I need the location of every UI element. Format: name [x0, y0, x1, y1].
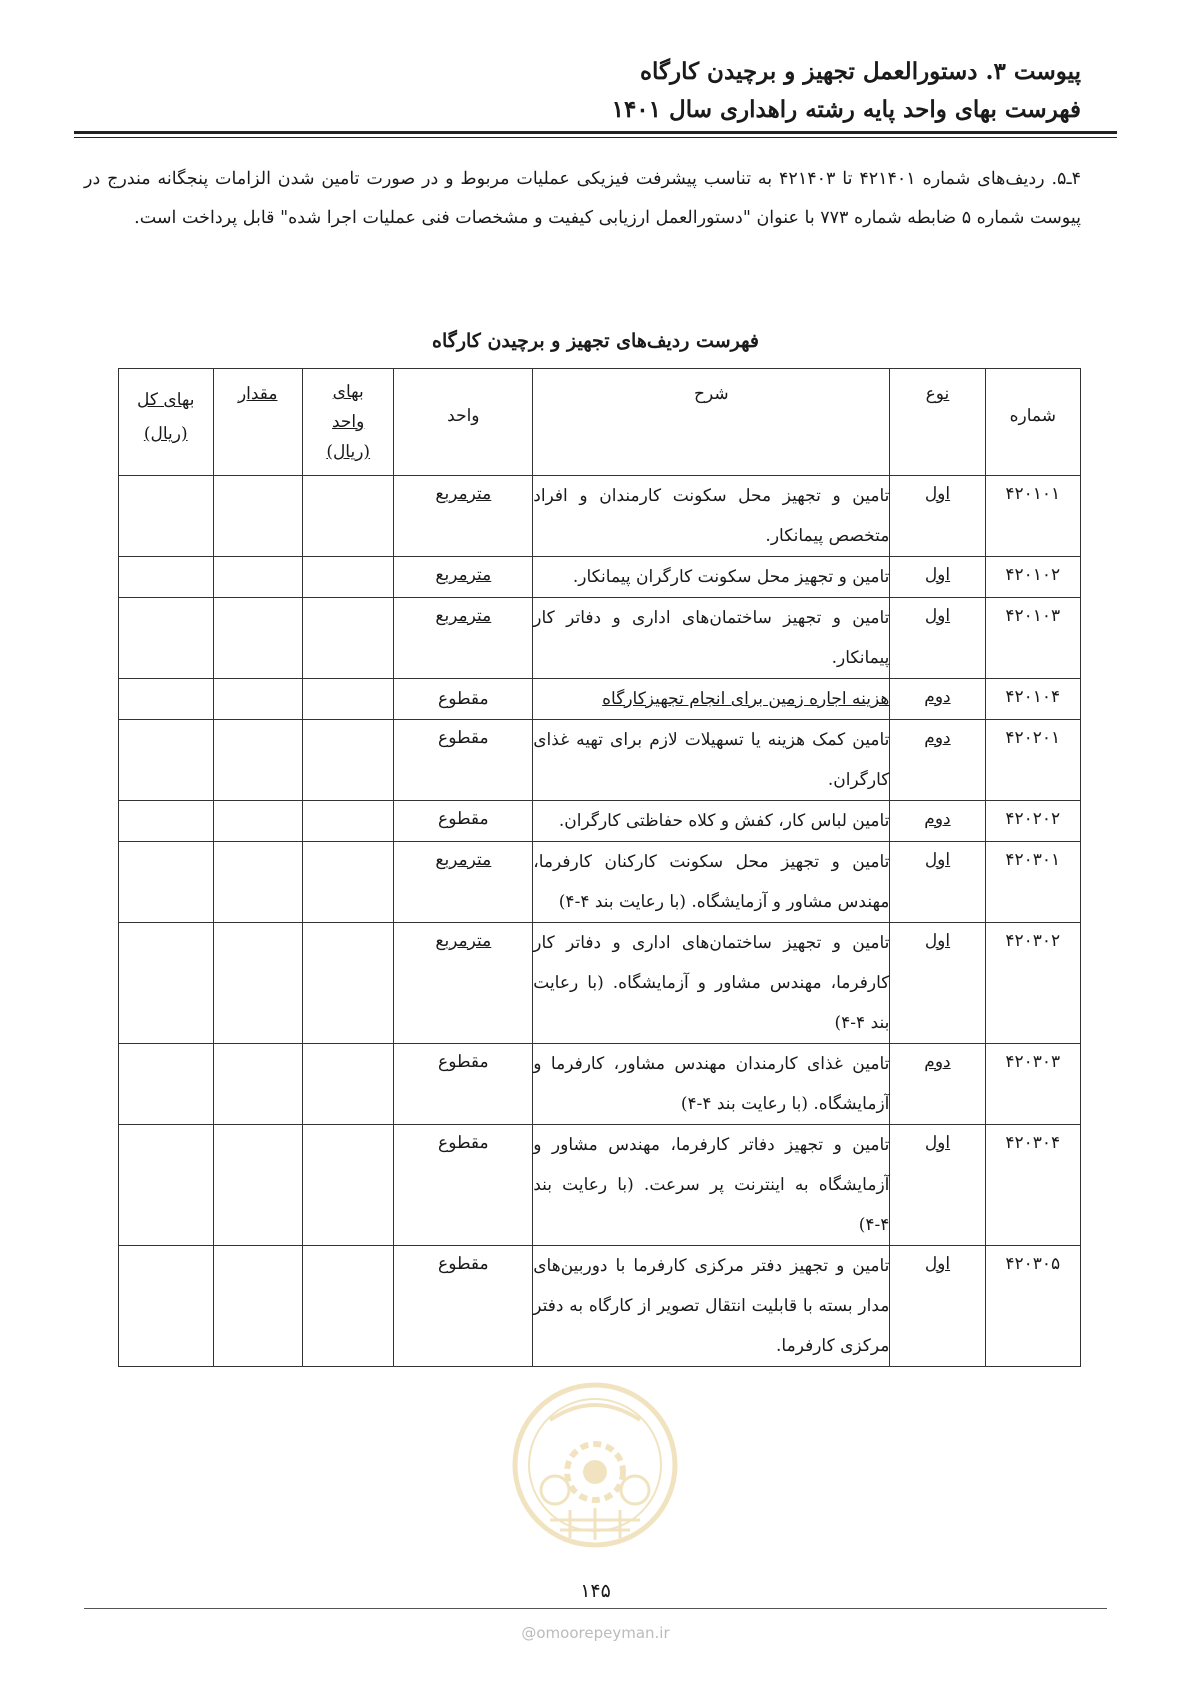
row-total [119, 557, 214, 598]
table-row [119, 923, 1081, 1044]
row-quantity [213, 720, 302, 801]
row-quantity [213, 598, 302, 679]
row-number: ۴۲۰۲۰۲ [985, 801, 1080, 842]
row-unit-price [302, 720, 393, 801]
row-total [119, 1246, 214, 1367]
row-number: ۴۲۰۱۰۳ [985, 598, 1080, 679]
table-header-row [119, 369, 1081, 476]
table-row [119, 1246, 1081, 1367]
row-unit-price [302, 598, 393, 679]
row-total [119, 598, 214, 679]
row-unit: مقطوع [394, 720, 533, 801]
table-title: فهرست ردیف‌های تجهیز و برچیدن کارگاه [432, 330, 759, 352]
header-number: شماره [985, 369, 1080, 476]
row-quantity [213, 1246, 302, 1367]
row-number: ۴۲۰۱۰۴ [985, 679, 1080, 720]
row-type: دوم [890, 801, 985, 842]
row-quantity [213, 842, 302, 923]
header-title: پیوست ۳. دستورالعمل تجهیز و برچیدن کارگاه [639, 58, 1081, 85]
row-number: ۴۲۰۱۰۱ [985, 476, 1080, 557]
header-unit: واحد [394, 369, 533, 476]
row-unit-price [302, 923, 393, 1044]
row-type: اول [890, 1246, 985, 1367]
row-total [119, 801, 214, 842]
row-quantity [213, 476, 302, 557]
row-number: ۴۲۰۲۰۱ [985, 720, 1080, 801]
row-type: دوم [890, 679, 985, 720]
row-description: تامین و تجهیز ساختمان‌های اداری و دفاتر کار پیمانکار. [533, 598, 890, 679]
row-unit-price [302, 679, 393, 720]
row-number: ۴۲۰۳۰۵ [985, 1246, 1080, 1367]
header-subtitle: فهرست بهای واحد پایه رشته راهداری سال ۱۴۰۱ [611, 96, 1081, 123]
row-number: ۴۲۰۳۰۲ [985, 923, 1080, 1044]
row-total [119, 679, 214, 720]
row-description: تامین و تجهیز محل سکونت کارگران پیمانکار. [533, 557, 890, 598]
row-type: اول [890, 923, 985, 1044]
row-total [119, 476, 214, 557]
page-number: ۱۴۵ [580, 1580, 611, 1602]
row-unit-price [302, 842, 393, 923]
row-description: هزینه اجاره زمین برای انجام تجهیزکارگاه [533, 679, 890, 720]
table-row [119, 801, 1081, 842]
row-total [119, 923, 214, 1044]
row-description: تامین و تجهیز ساختمان‌های اداری و دفاتر کار کارفرما، مهندس مشاور و آزمایشگاه. (با رعایت بند ۴-۴) [533, 923, 890, 1044]
row-total [119, 1125, 214, 1246]
header-type: نوع [890, 369, 985, 476]
row-unit-price [302, 557, 393, 598]
row-number: ۴۲۰۱۰۲ [985, 557, 1080, 598]
website-footer: @omoorepeyman.ir [521, 1624, 670, 1642]
table-row [119, 1125, 1081, 1246]
row-description: تامین و تجهیز دفتر مرکزی کارفرما با دوربین‌های مدار بسته با قابلیت انتقال تصویر از کارگاه به دفتر مرکزی کارفرما. [533, 1246, 890, 1367]
table-row [119, 842, 1081, 923]
table-row [119, 720, 1081, 801]
header-description: شرح [533, 369, 890, 476]
row-unit: مقطوع [394, 1246, 533, 1367]
footer-rule [84, 1608, 1107, 1609]
row-type: اول [890, 1125, 985, 1246]
row-total [119, 1044, 214, 1125]
row-unit: مترمربع [394, 557, 533, 598]
row-unit: مقطوع [394, 1044, 533, 1125]
row-unit-price [302, 1044, 393, 1125]
row-quantity [213, 1125, 302, 1246]
row-type: اول [890, 842, 985, 923]
row-type: اول [890, 557, 985, 598]
row-type: اول [890, 476, 985, 557]
header-quantity: مقدار [213, 369, 302, 476]
table-row [119, 598, 1081, 679]
row-type: دوم [890, 720, 985, 801]
header-unit-price: بهای واحد (ریال) [302, 369, 393, 476]
row-description: تامین و تجهیز محل سکونت کارکنان کارفرما، مهندس مشاور و آزمایشگاه. (با رعایت بند ۴-۴) [533, 842, 890, 923]
items-table [118, 368, 1081, 1367]
row-description: تامین و تجهیز دفاتر کارفرما، مهندس مشاور و آزمایشگاه به اینترنت پر سرعت. (با رعایت بند ۴-۴) [533, 1125, 890, 1246]
row-quantity [213, 679, 302, 720]
row-unit-price [302, 1125, 393, 1246]
row-quantity [213, 557, 302, 598]
header-total-price: بهای کل (ریال) [119, 369, 214, 476]
table-row [119, 557, 1081, 598]
row-unit: مترمربع [394, 923, 533, 1044]
publisher-seal-watermark [510, 1380, 680, 1550]
row-quantity [213, 923, 302, 1044]
row-unit-price [302, 801, 393, 842]
row-total [119, 842, 214, 923]
row-unit: مترمربع [394, 476, 533, 557]
row-number: ۴۲۰۳۰۱ [985, 842, 1080, 923]
table-row [119, 1044, 1081, 1125]
row-number: ۴۲۰۳۰۳ [985, 1044, 1080, 1125]
row-description: تامین غذای کارمندان مهندس مشاور، کارفرما و آزمایشگاه. (با رعایت بند ۴-۴) [533, 1044, 890, 1125]
table-row [119, 679, 1081, 720]
row-description: تامین و تجهیز محل سکونت کارمندان و افراد متخصص پیمانکار. [533, 476, 890, 557]
row-type: دوم [890, 1044, 985, 1125]
table-row [119, 476, 1081, 557]
row-description: تامین کمک هزینه یا تسهیلات لازم برای تهیه غذای کارگران. [533, 720, 890, 801]
row-unit-price [302, 1246, 393, 1367]
row-quantity [213, 1044, 302, 1125]
header-rule-thin [74, 137, 1117, 138]
row-unit: مترمربع [394, 598, 533, 679]
row-type: اول [890, 598, 985, 679]
header-rule-thick [74, 131, 1117, 134]
row-quantity [213, 801, 302, 842]
row-description: تامین لباس کار، کفش و کلاه حفاظتی کارگران. [533, 801, 890, 842]
row-unit-price [302, 476, 393, 557]
clause-paragraph: ۴ـ۵. ردیف‌های شماره ۴۲۱۴۰۱ تا ۴۲۱۴۰۳ به تناسب پیشرفت فیزیکی عملیات مربوط و در صورت تامین شدن الزامات پنجگانه مندرج در پیوست شماره ۵ ضابطه شماره ۷۷۳ با عنوان "دستورالعمل ارزیابی کیفیت و مشخصات فنی عملیات اجرا شده" قابل پرداخت است. [84, 169, 1081, 228]
row-number: ۴۲۰۳۰۴ [985, 1125, 1080, 1246]
row-unit: مترمربع [394, 842, 533, 923]
row-total [119, 720, 214, 801]
row-unit: مقطوع [394, 679, 533, 720]
row-unit: مقطوع [394, 1125, 533, 1246]
row-unit: مقطوع [394, 801, 533, 842]
